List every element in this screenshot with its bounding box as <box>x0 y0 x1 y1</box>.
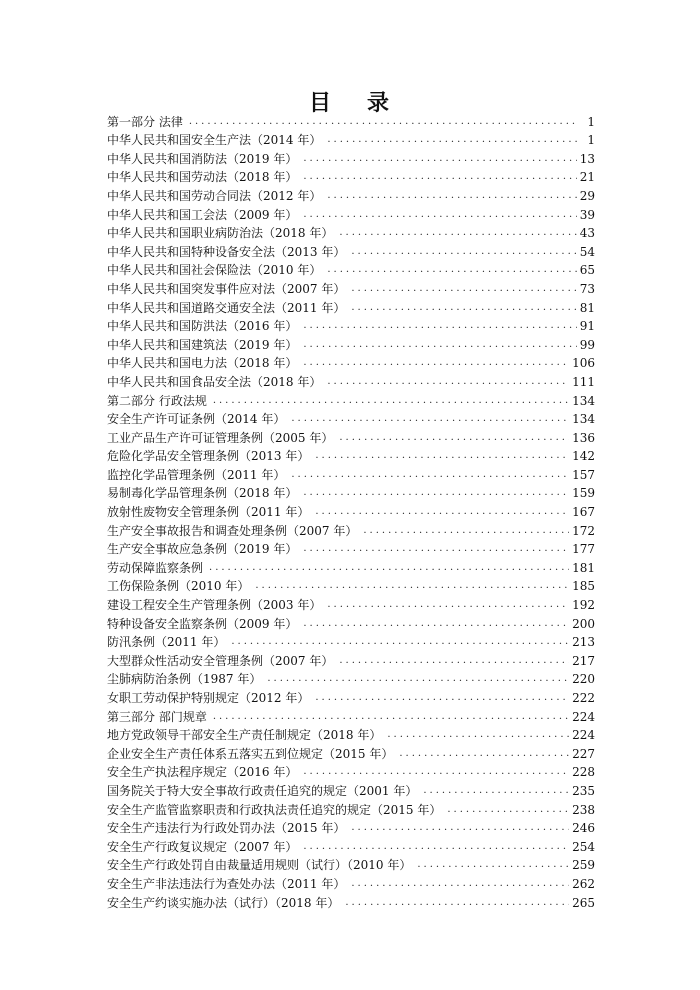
dot-leader <box>327 133 578 147</box>
toc-entry[interactable] <box>107 817 595 836</box>
toc-entry[interactable] <box>107 277 595 296</box>
toc-entry-page-number: 238 <box>572 802 595 817</box>
toc-entry-page-number: 181 <box>572 560 595 575</box>
dot-leader <box>315 505 569 519</box>
toc-entry-page-number: 65 <box>579 263 595 278</box>
toc-entry-title: 劳动保障监察条例 <box>107 560 204 575</box>
toc-entry[interactable] <box>107 110 595 129</box>
dot-leader <box>303 840 569 854</box>
toc-entry-page-number: 254 <box>572 839 595 854</box>
toc-entry[interactable] <box>107 891 595 910</box>
toc-entry[interactable] <box>107 184 595 203</box>
toc-entry-page-number: 134 <box>572 412 595 427</box>
toc-entry-title: 安全生产监管监察职责和行政执法责任追究的规定（2015 年） <box>107 802 442 817</box>
toc-entry[interactable] <box>107 575 595 594</box>
toc-entry[interactable] <box>107 333 595 352</box>
toc-entry-page-number: 134 <box>572 393 595 408</box>
dot-leader <box>291 468 569 482</box>
toc-entry[interactable] <box>107 129 595 148</box>
dot-leader <box>213 394 569 408</box>
toc-entry-page-number: 213 <box>572 635 595 650</box>
toc-entry-page-number: 43 <box>579 226 595 241</box>
toc-entry-title: 中华人民共和国防洪法（2016 年） <box>107 319 298 334</box>
toc-entry-title: 中华人民共和国突发事件应对法（2007 年） <box>107 281 346 296</box>
toc-entry-page-number: 106 <box>572 356 595 371</box>
dot-leader <box>303 356 569 370</box>
dot-leader <box>303 765 569 779</box>
toc-entry[interactable] <box>107 668 595 687</box>
toc-entry-page-number: 262 <box>572 876 595 891</box>
toc-entry-page-number: 1 <box>587 114 595 129</box>
toc-entry[interactable] <box>107 686 595 705</box>
dot-leader <box>387 728 569 742</box>
toc-entry-title: 企业安全生产责任体系五落实五到位规定（2015 年） <box>107 746 394 761</box>
toc-entry-page-number: 54 <box>579 244 595 259</box>
toc-entry[interactable] <box>107 203 595 222</box>
toc-entry-page-number: 192 <box>572 598 595 613</box>
toc-entry[interactable] <box>107 240 595 259</box>
dot-leader <box>303 152 576 166</box>
toc-entry-page-number: 159 <box>572 486 595 501</box>
toc-entry-title: 国务院关于特大安全事故行政责任追究的规定（2001 年） <box>107 783 418 798</box>
dot-leader <box>315 449 569 463</box>
toc-entry-title: 安全生产行政复议规定（2007 年） <box>107 839 298 854</box>
toc-entry-title: 第一部分 法律 <box>107 114 183 129</box>
dot-leader <box>327 375 569 389</box>
title-char-1: 目 <box>308 90 333 116</box>
toc-entry-title: 工伤保险条例（2010 年） <box>107 579 250 594</box>
toc-entry-title: 第二部分 行政法规 <box>107 393 207 408</box>
toc-entry[interactable] <box>107 482 595 501</box>
toc-entry-title: 中华人民共和国工会法（2009 年） <box>107 207 298 222</box>
toc-entry-title: 中华人民共和国职业病防治法（2018 年） <box>107 226 334 241</box>
toc-entry-page-number: 228 <box>572 765 595 780</box>
toc-entry[interactable] <box>107 147 595 166</box>
toc-entry-title: 中华人民共和国道路交通安全法（2011 年） <box>107 300 346 315</box>
toc-entry-page-number: 13 <box>579 151 595 166</box>
toc-entry-page-number: 136 <box>572 430 595 445</box>
toc-entry[interactable] <box>107 463 595 482</box>
toc-entry-title: 安全生产违法行为行政处罚办法（2015 年） <box>107 821 346 836</box>
toc-entry-title: 中华人民共和国建筑法（2019 年） <box>107 337 298 352</box>
toc-entry-title: 生产安全事故报告和调查处理条例（2007 年） <box>107 523 358 538</box>
dot-leader <box>327 263 576 277</box>
toc-entry-title: 放射性废物安全管理条例（2011 年） <box>107 505 310 520</box>
toc-entry-title: 安全生产许可证条例（2014 年） <box>107 412 286 427</box>
toc-entry-page-number: 185 <box>572 579 595 594</box>
toc-entry-page-number: 157 <box>572 467 595 482</box>
toc-entry-title: 工业产品生产许可证管理条例（2005 年） <box>107 430 334 445</box>
dot-leader <box>399 747 569 761</box>
toc-entry-title: 中华人民共和国食品安全法（2018 年） <box>107 374 322 389</box>
toc-entry-title: 生产安全事故应急条例（2019 年） <box>107 542 298 557</box>
toc-entry-page-number: 91 <box>579 319 595 334</box>
toc-entry-page-number: 220 <box>572 672 595 687</box>
toc-entry-title: 防汛条例（2011 年） <box>107 635 226 650</box>
toc-entry-page-number: 259 <box>572 858 595 873</box>
toc-entry-page-number: 224 <box>572 728 595 743</box>
dot-leader <box>327 598 569 612</box>
dot-leader <box>327 189 576 203</box>
dot-leader <box>339 654 569 668</box>
toc-entry-title: 女职工劳动保护特别规定（2012 年） <box>107 691 310 705</box>
dot-leader <box>351 877 569 891</box>
toc-entry[interactable] <box>107 742 595 761</box>
toc-entry-title: 中华人民共和国特种设备安全法（2013 年） <box>107 244 346 259</box>
toc-entry[interactable] <box>107 296 595 315</box>
toc-entry-page-number: 142 <box>572 449 595 464</box>
toc-entry-title: 建设工程安全生产管理条例（2003 年） <box>107 598 322 613</box>
toc-entry[interactable] <box>107 556 595 575</box>
toc-entry[interactable] <box>107 872 595 891</box>
toc-entry[interactable] <box>107 222 595 241</box>
toc-entry-page-number: 21 <box>579 170 595 185</box>
toc-entry[interactable] <box>107 724 595 743</box>
dot-leader <box>209 561 569 575</box>
dot-leader <box>303 170 576 184</box>
toc-entry[interactable] <box>107 166 595 185</box>
toc-entry[interactable] <box>107 631 595 650</box>
toc-entry-page-number: 1 <box>587 133 595 148</box>
dot-leader <box>351 245 576 259</box>
toc-entry-page-number: 222 <box>572 691 595 705</box>
toc-entry-page-number: 200 <box>572 616 595 631</box>
toc-entry[interactable] <box>107 761 595 780</box>
dot-leader <box>303 617 569 631</box>
dot-leader <box>351 821 569 835</box>
toc-entry[interactable] <box>107 426 595 445</box>
dot-leader <box>315 691 569 705</box>
toc-entry-title: 中华人民共和国安全生产法（2014 年） <box>107 133 322 148</box>
dot-leader <box>363 524 569 538</box>
dot-leader <box>345 896 569 910</box>
toc-entry[interactable] <box>107 352 595 371</box>
dot-leader <box>303 319 576 333</box>
toc-entry-title: 中华人民共和国劳动法（2018 年） <box>107 170 298 185</box>
dot-leader <box>213 710 569 724</box>
toc-entry[interactable] <box>107 408 595 427</box>
toc-entry-page-number: 39 <box>579 207 595 222</box>
dot-leader <box>303 486 569 500</box>
toc-entry[interactable] <box>107 389 595 408</box>
toc-entry[interactable] <box>107 612 595 631</box>
toc-entry-title: 地方党政领导干部安全生产责任制规定（2018 年） <box>107 728 382 743</box>
dot-leader <box>339 431 569 445</box>
toc-entry-title: 易制毒化学品管理条例（2018 年） <box>107 486 298 501</box>
toc-entry-page-number: 177 <box>572 542 595 557</box>
title-char-2: 录 <box>367 90 392 116</box>
dot-leader <box>303 542 569 556</box>
toc-entry-title: 中华人民共和国电力法（2018 年） <box>107 356 298 371</box>
toc-entry-page-number: 111 <box>572 374 595 389</box>
toc-entry-page-number: 29 <box>579 188 595 203</box>
toc-entry-page-number: 224 <box>572 709 595 724</box>
dot-leader <box>231 635 569 649</box>
toc-entry-title: 中华人民共和国消防法（2019 年） <box>107 151 298 166</box>
toc-entry-page-number: 227 <box>572 746 595 761</box>
dot-leader <box>303 208 576 222</box>
toc-entry-page-number: 217 <box>572 653 595 668</box>
toc-entry-title: 尘肺病防治条例（1987 年） <box>107 672 262 687</box>
toc-entry-page-number: 246 <box>572 821 595 836</box>
toc-entry[interactable] <box>107 538 595 557</box>
toc-entry[interactable] <box>107 649 595 668</box>
dot-leader <box>189 115 578 129</box>
toc-entry[interactable] <box>107 835 595 854</box>
dot-leader <box>423 784 569 798</box>
toc-entry[interactable] <box>107 519 595 538</box>
toc-entry-title: 第三部分 部门规章 <box>107 709 207 724</box>
toc-entry-page-number: 99 <box>579 337 595 352</box>
toc-entry[interactable] <box>107 779 595 798</box>
table-of-contents <box>107 110 595 910</box>
toc-entry[interactable] <box>107 445 595 464</box>
toc-entry-title: 中华人民共和国劳动合同法（2012 年） <box>107 188 322 203</box>
toc-entry-title: 中华人民共和国社会保险法（2010 年） <box>107 263 322 278</box>
toc-entry[interactable] <box>107 259 595 278</box>
dot-leader <box>303 338 576 352</box>
toc-entry[interactable] <box>107 593 595 612</box>
dot-leader <box>255 579 569 593</box>
toc-entry[interactable] <box>107 315 595 334</box>
toc-entry[interactable] <box>107 854 595 873</box>
toc-entry-title: 危险化学品安全管理条例（2013 年） <box>107 449 310 464</box>
toc-entry-title: 安全生产行政处罚自由裁量适用规则（试行）（2010 年） <box>107 858 412 873</box>
toc-entry-page-number: 172 <box>572 523 595 538</box>
dot-leader <box>351 301 576 315</box>
dot-leader <box>351 282 576 296</box>
dot-leader <box>417 858 569 872</box>
toc-entry[interactable] <box>107 500 595 519</box>
toc-entry-title: 安全生产约谈实施办法（试行）（2018 年） <box>107 895 340 910</box>
dot-leader <box>267 672 569 686</box>
toc-entry-title: 大型群众性活动安全管理条例（2007 年） <box>107 653 334 668</box>
toc-entry[interactable] <box>107 798 595 817</box>
toc-entry-title: 安全生产执法程序规定（2016 年） <box>107 765 298 780</box>
toc-entry-page-number: 235 <box>572 783 595 798</box>
toc-entry-page-number: 81 <box>579 300 595 315</box>
toc-entry-page-number: 73 <box>579 281 595 296</box>
toc-entry-page-number: 167 <box>572 505 595 520</box>
dot-leader <box>291 412 569 426</box>
toc-entry-title: 特种设备安全监察条例（2009 年） <box>107 616 298 631</box>
dot-leader <box>339 226 576 240</box>
dot-leader <box>447 803 569 817</box>
toc-entry-title: 安全生产非法违法行为查处办法（2011 年） <box>107 876 346 891</box>
toc-entry-title: 监控化学品管理条例（2011 年） <box>107 467 286 482</box>
toc-entry[interactable] <box>107 705 595 724</box>
toc-entry-page-number: 265 <box>572 895 595 910</box>
toc-entry[interactable] <box>107 370 595 389</box>
